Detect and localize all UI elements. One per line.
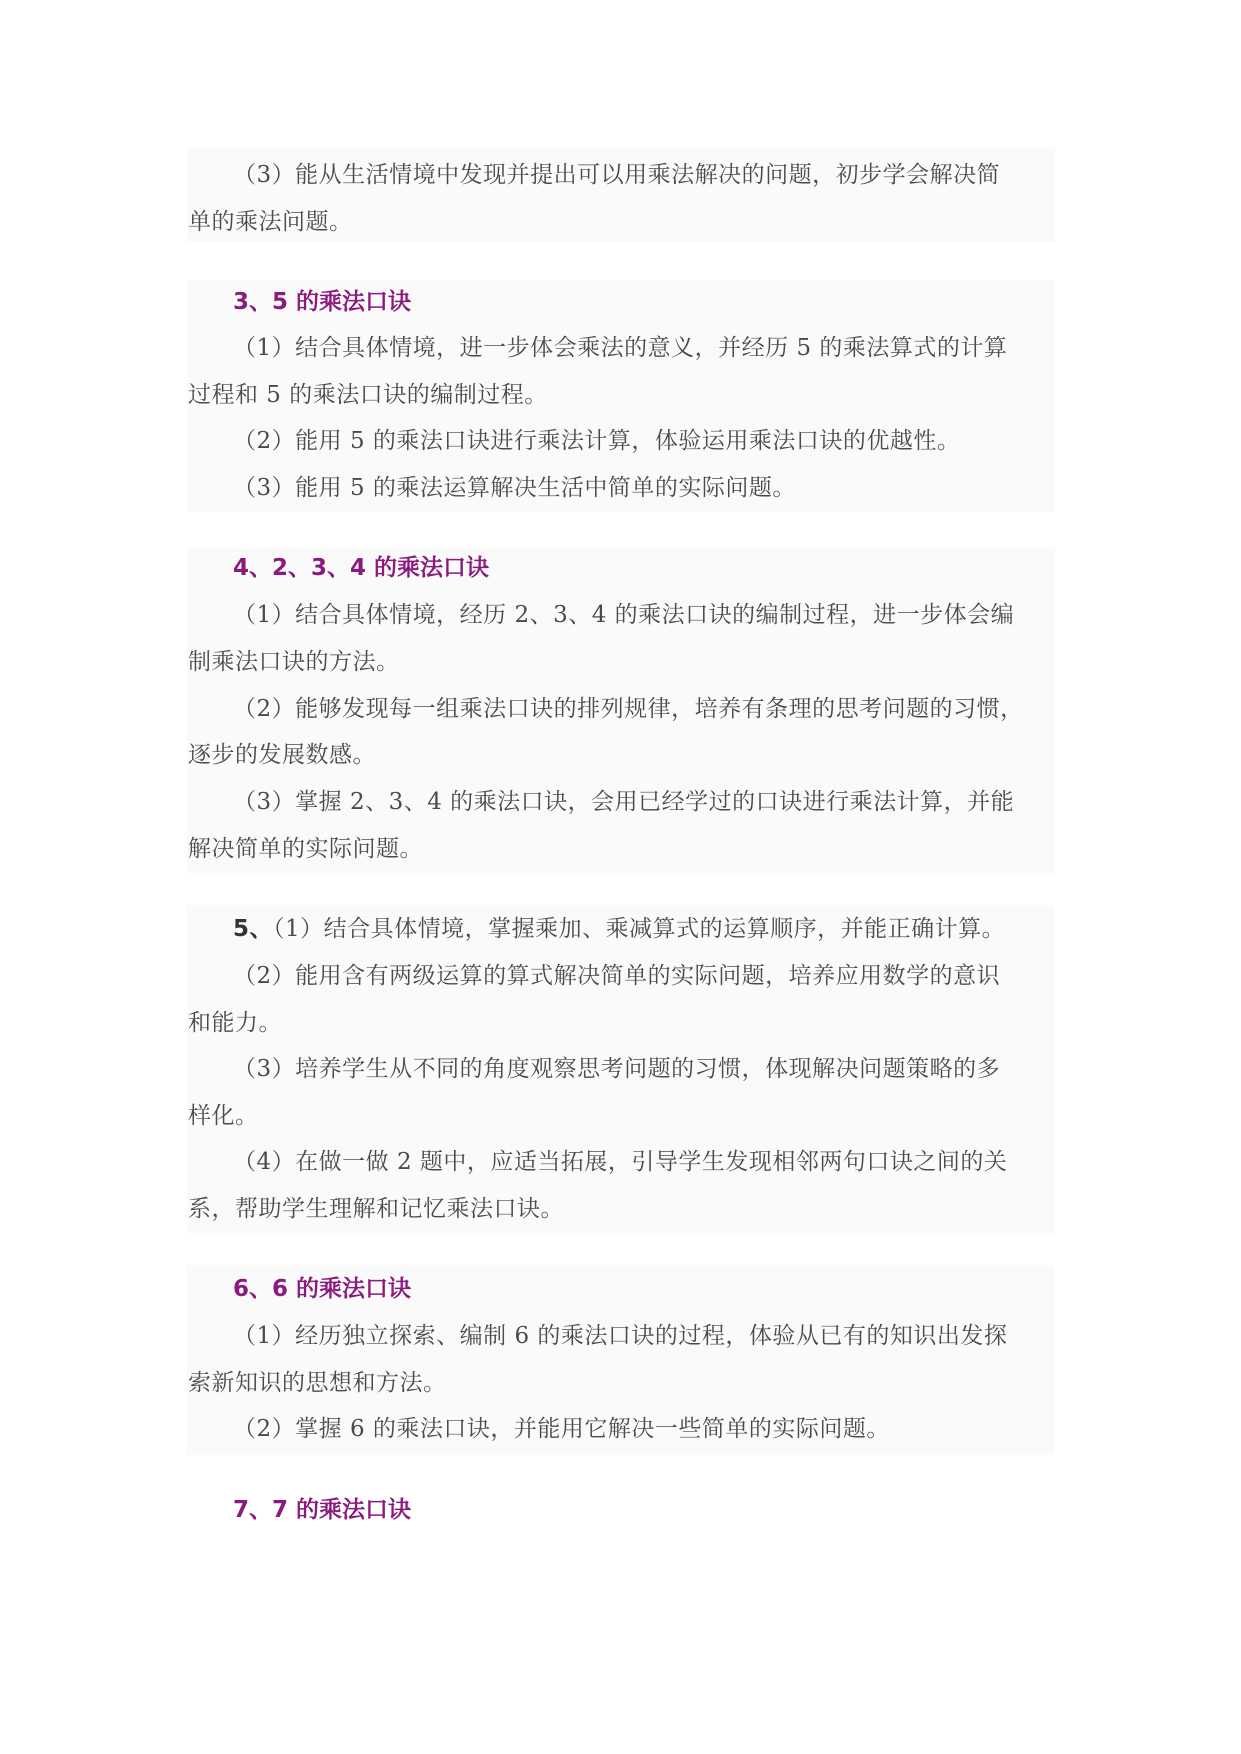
item-line <box>233 914 1005 944</box>
item-line: （4）在做一做 2 题中，应适当拓展，引导学生发现相邻两句口诀之间的关 <box>233 1149 1008 1175</box>
item-line: （3）掌握 2、3、4 的乘法口诀，会用已经学过的口诀进行乘法计算，并能 <box>233 789 1015 815</box>
section-heading: 6、6 的乘法口诀 <box>233 1276 412 1302</box>
item-line: （2）能用 5 的乘法口诀进行乘法计算，体验运用乘法口诀的优越性。 <box>233 428 961 454</box>
item-line: （1）结合具体情境，进一步体会乘法的意义，并经历 5 的乘法算式的计算 <box>233 335 1008 361</box>
item-line-continued: 逐步的发展数感。 <box>188 742 376 768</box>
item-text: （1）结合具体情境，掌握乘加、乘减算式的运算顺序，并能正确计算。 <box>273 916 1006 942</box>
item-line: （3）培养学生从不同的角度观察思考问题的习惯，体现解决问题策略的多 <box>233 1056 1001 1082</box>
section-number: 5、 <box>233 916 274 942</box>
item-line-continued: 解决简单的实际问题。 <box>188 836 423 862</box>
item-line: （1）经历独立探索、编制 6 的乘法口诀的过程，体验从已有的知识出发探 <box>233 1323 1008 1349</box>
item-line: （1）结合具体情境，经历 2、3、4 的乘法口诀的编制过程，进一步体会编 <box>233 602 1015 628</box>
section-heading: 7、7 的乘法口诀 <box>233 1497 412 1523</box>
item-line-continued: 和能力。 <box>188 1010 282 1036</box>
item-line-continued: 单的乘法问题。 <box>188 209 353 235</box>
item-line-continued: 系，帮助学生理解和记忆乘法口诀。 <box>188 1196 564 1222</box>
section-heading: 3、5 的乘法口诀 <box>233 289 412 315</box>
item-line: （2）能用含有两级运算的算式解决简单的实际问题，培养应用数学的意识 <box>233 963 1001 989</box>
item-line-continued: 样化。 <box>188 1103 259 1129</box>
item-line-continued: 索新知识的思想和方法。 <box>188 1370 447 1396</box>
item-line: （2）能够发现每一组乘法口诀的排列规律，培养有条理的思考问题的习惯， <box>233 696 1024 722</box>
item-line-continued: 制乘法口诀的方法。 <box>188 649 400 675</box>
item-line: （2）掌握 6 的乘法口诀，并能用它解决一些简单的实际问题。 <box>233 1416 890 1442</box>
item-line-continued: 过程和 5 的乘法口诀的编制过程。 <box>188 382 548 408</box>
item-line: （3）能用 5 的乘法运算解决生活中简单的实际问题。 <box>233 475 796 501</box>
section-heading: 4、2、3、4 的乘法口诀 <box>233 555 490 581</box>
item-line: （3）能从生活情境中发现并提出可以用乘法解决的问题，初步学会解决简 <box>233 162 1001 188</box>
